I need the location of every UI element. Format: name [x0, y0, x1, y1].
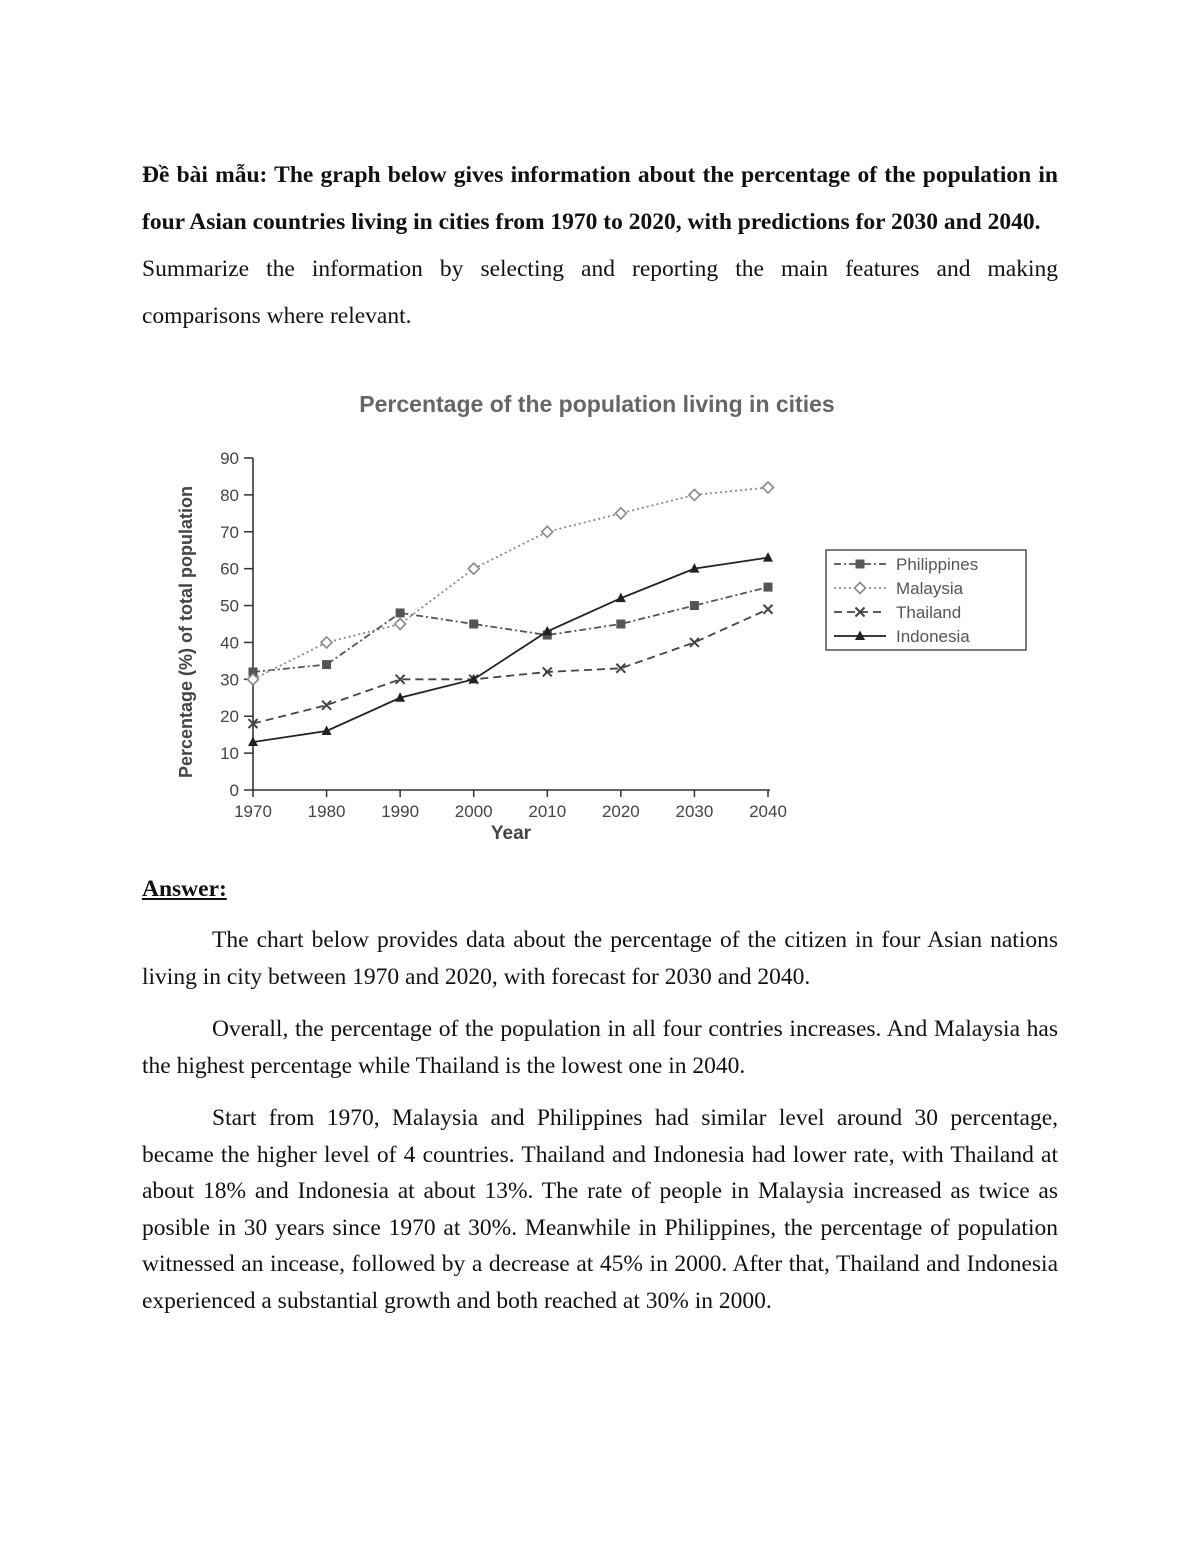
y-tick-label: 30: [220, 670, 239, 690]
series-line: [253, 488, 768, 680]
data-point: [763, 482, 774, 493]
answer-paragraph: The chart below provides data about the percentage of the citizen in four Asian nations living in city between 1970 and 2020, with forecast for 2030 and 2040.: [142, 927, 1058, 990]
answer-body: [142, 922, 1058, 1335]
data-point: [469, 620, 478, 629]
data-point: [322, 660, 331, 669]
chart-legend: [826, 550, 1026, 650]
legend-marker: [856, 560, 865, 569]
x-tick-label: 2040: [749, 802, 787, 821]
data-point: [321, 637, 332, 648]
data-point: [395, 619, 406, 630]
series-line: [253, 587, 768, 672]
data-point: [764, 605, 773, 614]
population-line-chart: [150, 385, 1050, 855]
chart-canvas: [150, 385, 1050, 855]
legend-label: Thailand: [896, 603, 962, 622]
data-point: [542, 526, 553, 537]
y-tick-label: 20: [220, 707, 239, 727]
data-point: [396, 608, 405, 617]
data-point: [689, 489, 700, 500]
series-line: [253, 558, 768, 742]
y-tick-label: 60: [220, 559, 239, 579]
x-tick-label: 2010: [528, 802, 567, 821]
x-tick-label: 2030: [675, 802, 714, 821]
chart-title: Percentage of the population living in cities: [359, 391, 835, 417]
y-tick-label: 40: [220, 633, 239, 653]
task-instruction: Summarize the information by selecting and reporting the main features and making comparisons where relevant.: [142, 256, 1058, 329]
x-tick-label: 1990: [381, 802, 420, 821]
answer-paragraph: Overall, the percentage of the population in all four contries increases. And Malaysia has the highest percentage while Thailand is the lowest one in 2040.: [142, 1016, 1058, 1079]
data-point: [690, 638, 699, 647]
y-tick-label: 50: [220, 596, 239, 616]
x-tick-label: 1980: [307, 802, 346, 821]
data-point: [690, 601, 699, 610]
data-point: [468, 563, 479, 574]
x-tick-label: 2020: [601, 802, 640, 821]
task-description: Đề bài mẫu: The graph below gives information about the percentage of the population in four Asian countries living in cities from 1970 to 2020, with predictions for 2030 and 2040.: [142, 162, 1058, 235]
data-point: [616, 620, 625, 629]
answer-heading: Answer:: [142, 876, 227, 902]
y-axis-label: Percentage (%) of total population: [176, 485, 196, 779]
answer-paragraph: Start from 1970, Malaysia and Philippines had similar level around 30 percentage, became the higher level of 4 countries. Thailand and Indonesia had lower rate, with Thailand at about 18% and Indonesia at about 13%. The rate of people in Malaysia increased as twice as posible in 30 years since 1970 at 30%. Meanwhile in Philippines, the percentage of population witnessed an incease, followed by a decrease at 45% in 2000. After that, Thailand and Indonesia experienced a substantial growth and both reached at 30% in 2000.: [142, 1105, 1058, 1314]
x-axis-label: Year: [490, 823, 532, 844]
y-tick-label: 90: [220, 449, 239, 468]
y-tick-label: 10: [220, 744, 239, 764]
x-tick-label: 1970: [234, 802, 272, 821]
task-prompt: [142, 152, 1058, 340]
y-tick-label: 70: [220, 522, 239, 542]
chart-series: [248, 482, 774, 746]
y-tick-label: 0: [229, 781, 239, 800]
series-philippines: [249, 583, 773, 677]
y-tick-label: 80: [220, 485, 239, 505]
x-tick-label: 2000: [454, 802, 493, 821]
legend-label: Malaysia: [896, 579, 964, 598]
data-point: [615, 508, 626, 519]
series-indonesia: [248, 552, 773, 746]
data-point: [763, 552, 773, 562]
chart-axes: [220, 449, 787, 821]
legend-label: Indonesia: [896, 627, 970, 646]
legend-label: Philippines: [896, 555, 979, 574]
data-point: [764, 583, 773, 592]
